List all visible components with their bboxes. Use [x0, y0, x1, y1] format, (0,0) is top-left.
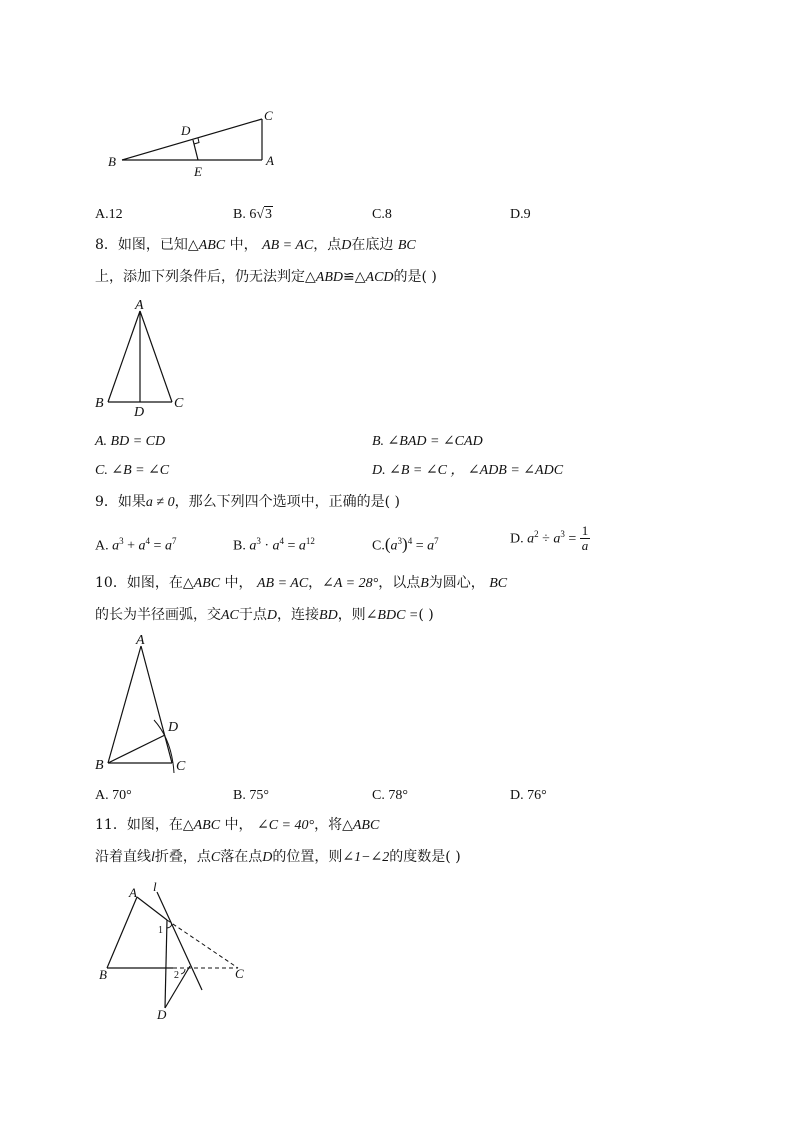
q8-triangle-symbol: △: [187, 238, 199, 253]
q9-numerator: 1: [581, 523, 589, 538]
q8-option-d: [372, 461, 563, 480]
q10-angle: ∠A = 28°: [322, 576, 379, 591]
q7-option-d: D.9: [510, 207, 531, 222]
q8-option-d-text: D. ∠B = ∠C ， ∠ADB = ∠ADC: [372, 463, 564, 478]
q9-equals: =: [150, 538, 165, 554]
q9-exponent: 3: [397, 536, 403, 546]
q10-option-d: D. 76°: [510, 788, 547, 803]
q9-base: a: [553, 531, 561, 547]
q8-acd: ACD: [365, 270, 394, 285]
q10-label-d: D: [168, 720, 179, 735]
q11-text: 沿着直线: [95, 849, 151, 865]
q11-seg-ab: [107, 897, 137, 968]
q9-base: a: [527, 531, 535, 547]
q9-condition: a ≠ 0: [145, 495, 175, 510]
q9-exponent: 3: [256, 536, 261, 546]
q8-seg-ac: [140, 311, 172, 402]
q11-label-c: C: [235, 966, 244, 981]
q9-base: a: [427, 538, 435, 554]
q11-text: ，将: [314, 817, 343, 833]
q8-option-a-text: A. BD = CD: [95, 434, 166, 449]
q9-exponent: 4: [145, 536, 151, 546]
q11-text: 的位置，则: [272, 849, 343, 865]
q10-text: 的长为半径画弧，交: [95, 607, 221, 623]
q11-label-b: B: [99, 967, 107, 982]
q7-label-e: E: [194, 164, 202, 179]
q10-triangle-symbol: △: [182, 576, 194, 591]
q8-stem-line2: [95, 268, 437, 287]
q7-label-c: C: [264, 108, 273, 123]
q7-label-a: A: [266, 153, 274, 168]
q8-triangle-symbol: △: [305, 270, 316, 285]
q7-option-b-text: B. 6: [233, 207, 257, 222]
q10-option-b: B. 75°: [233, 788, 269, 803]
q8-label-c: C: [174, 396, 184, 411]
q11-stem-line2: [95, 848, 461, 867]
q9-exponent: 7: [171, 536, 177, 546]
q8-abc: ABC: [198, 238, 226, 253]
q10-abc: ABC: [193, 576, 221, 591]
q9-base: a: [112, 538, 120, 554]
q10-label-a: A: [136, 633, 145, 648]
q11-triangle-symbol: △: [182, 818, 194, 833]
q10-stem-line2: [95, 606, 434, 625]
q9-base: a: [164, 538, 172, 554]
q10-text: ，: [308, 575, 323, 591]
q11-text: 落在点: [220, 849, 263, 865]
q10-text: 10．如图，在: [95, 575, 183, 591]
q8-option-c: [95, 461, 169, 480]
q9-exponent: 4: [407, 536, 413, 546]
q8-option-b-text: B. ∠BAD = ∠CAD: [372, 434, 483, 449]
q11-line-l: l: [151, 850, 155, 865]
q9-option-a: [95, 532, 176, 556]
q9-stem: [95, 493, 400, 512]
q11-seg-fold-d: [165, 920, 167, 1008]
q9-text: 9．如果: [95, 494, 146, 510]
q11-abc: ABC: [352, 818, 380, 833]
q9-exponent: 3: [560, 528, 565, 539]
q8-stem-line1: [95, 236, 416, 255]
q11-text: 11．如图，在: [95, 817, 183, 833]
q8-seg-ab: [108, 311, 140, 402]
q9-base: a: [298, 538, 306, 554]
q9-option-d: [510, 524, 590, 553]
q8-text: 中，: [225, 237, 258, 253]
q7-figure: [100, 105, 290, 185]
q8-bc: BC: [397, 238, 416, 253]
q9-equals: =: [412, 538, 428, 554]
q9-option-label: D.: [510, 531, 528, 547]
q8-text: 在底边: [351, 237, 394, 253]
q10-point-b: B: [420, 576, 429, 591]
q11-abc: ABC: [193, 818, 221, 833]
q9-exponent: 3: [119, 536, 124, 546]
q11-label-1: 1: [158, 925, 163, 936]
q8-abd: ABD: [315, 270, 343, 285]
q11-line-l: [157, 892, 202, 990]
q10-label-b: B: [95, 758, 104, 773]
q10-seg-ab: [108, 646, 141, 763]
q10-stem-line1: [95, 574, 507, 593]
q9-paren-close: ): [402, 534, 408, 554]
q10-text: ，以点: [378, 575, 421, 591]
q11-stem-line1: [95, 816, 379, 835]
q8-congruent-symbol: ≌: [343, 270, 355, 285]
q7-seg-bc: [122, 119, 262, 160]
q11-seg-ac-dashed: [167, 920, 238, 968]
q7-label-b: B: [108, 154, 116, 169]
q8-label-a: A: [135, 298, 144, 313]
q9-equals: =: [284, 538, 299, 554]
q9-option-label: A.: [95, 538, 113, 554]
q8-triangle-symbol: △: [354, 270, 366, 285]
q10-bd: BD: [319, 608, 338, 623]
q10-ac: AC: [221, 608, 239, 623]
q10-angle-expr: ∠BDC =: [365, 608, 419, 623]
q9-equals: =: [564, 531, 580, 547]
q9-exponent: 2: [534, 528, 539, 539]
q8-text: 上，添加下列条件后，仍无法判定: [95, 269, 305, 285]
q10-figure: [90, 630, 200, 780]
q8-label-d: D: [134, 405, 145, 420]
q7-label-d: D: [181, 123, 191, 138]
q11-point-d: D: [262, 850, 273, 865]
q9-fraction: [580, 524, 591, 553]
q9-option-label: C.: [372, 538, 385, 554]
q8-text: 8．如图，已知: [95, 237, 188, 253]
q9-operator: ·: [260, 538, 273, 554]
q7-radicand: 3: [265, 207, 273, 222]
q10-text: ，连接: [277, 607, 320, 623]
q10-option-a: A. 70°: [95, 788, 132, 803]
q8-figure: [90, 295, 200, 420]
q9-option-c: [372, 532, 439, 556]
q11-text: 中，: [220, 817, 253, 833]
q11-label-d: D: [157, 1007, 167, 1020]
q11-angle-expr: ∠1−∠2: [342, 850, 390, 865]
q8-text: ，点: [313, 237, 342, 253]
q9-base: a: [390, 538, 398, 554]
q9-exponent: 12: [305, 536, 315, 546]
q8-text: 的是( ): [393, 269, 437, 285]
q8-option-a: [95, 432, 165, 451]
q10-label-c: C: [176, 759, 186, 774]
q11-label-a: A: [129, 885, 137, 900]
q7-option-b: [233, 206, 273, 224]
q10-equation: AB = AC: [256, 576, 309, 591]
q10-seg-bd: [108, 735, 165, 763]
q10-seg-ac: [141, 646, 172, 763]
q10-text: 为圆心，: [428, 575, 485, 591]
q11-point-c: C: [210, 850, 221, 865]
q11-label-l: l: [153, 880, 157, 894]
q7-option-c: C.8: [372, 207, 392, 222]
q9-paren-open: (: [384, 534, 391, 554]
q9-option-label: B.: [233, 538, 250, 554]
q9-option-b: [233, 532, 315, 556]
q10-text: ，则: [337, 607, 366, 623]
q8-label-b: B: [95, 396, 104, 411]
q11-angle: ∠C = 40°: [256, 818, 315, 833]
q8-option-b: [372, 432, 483, 451]
q9-operator: ÷: [538, 531, 554, 547]
q10-text: ( ): [418, 607, 434, 623]
q11-text: 的度数是( ): [389, 849, 461, 865]
q10-option-c: C. 78°: [372, 788, 408, 803]
q9-text: ，那么下列四个选项中，正确的是( ): [174, 494, 400, 510]
q10-bc: BC: [489, 576, 508, 591]
q10-text: 中，: [220, 575, 253, 591]
q9-denominator: a: [581, 538, 589, 553]
q9-base: a: [249, 538, 257, 554]
q8-equation: AB = AC: [262, 238, 314, 253]
q11-text: 折叠，点: [154, 849, 211, 865]
q7-radical-sign: √: [256, 207, 265, 222]
q11-label-2: 2: [174, 970, 179, 981]
q8-point-d: D: [341, 238, 352, 253]
q9-operator: +: [123, 538, 139, 554]
q9-base: a: [138, 538, 146, 554]
q9-exponent: 4: [279, 536, 285, 546]
q10-text: 于点: [238, 607, 267, 623]
q9-exponent: 7: [434, 536, 439, 546]
q11-triangle-symbol: △: [342, 818, 353, 833]
q9-base: a: [272, 538, 280, 554]
q7-option-a: A.12: [95, 207, 123, 222]
q11-figure: [95, 880, 255, 1020]
q10-point-d: D: [266, 608, 278, 623]
q11-angle2-arc: [181, 969, 185, 974]
q11-seg-a-fold: [137, 897, 167, 920]
q8-option-c-text: C. ∠B = ∠C: [95, 463, 170, 478]
